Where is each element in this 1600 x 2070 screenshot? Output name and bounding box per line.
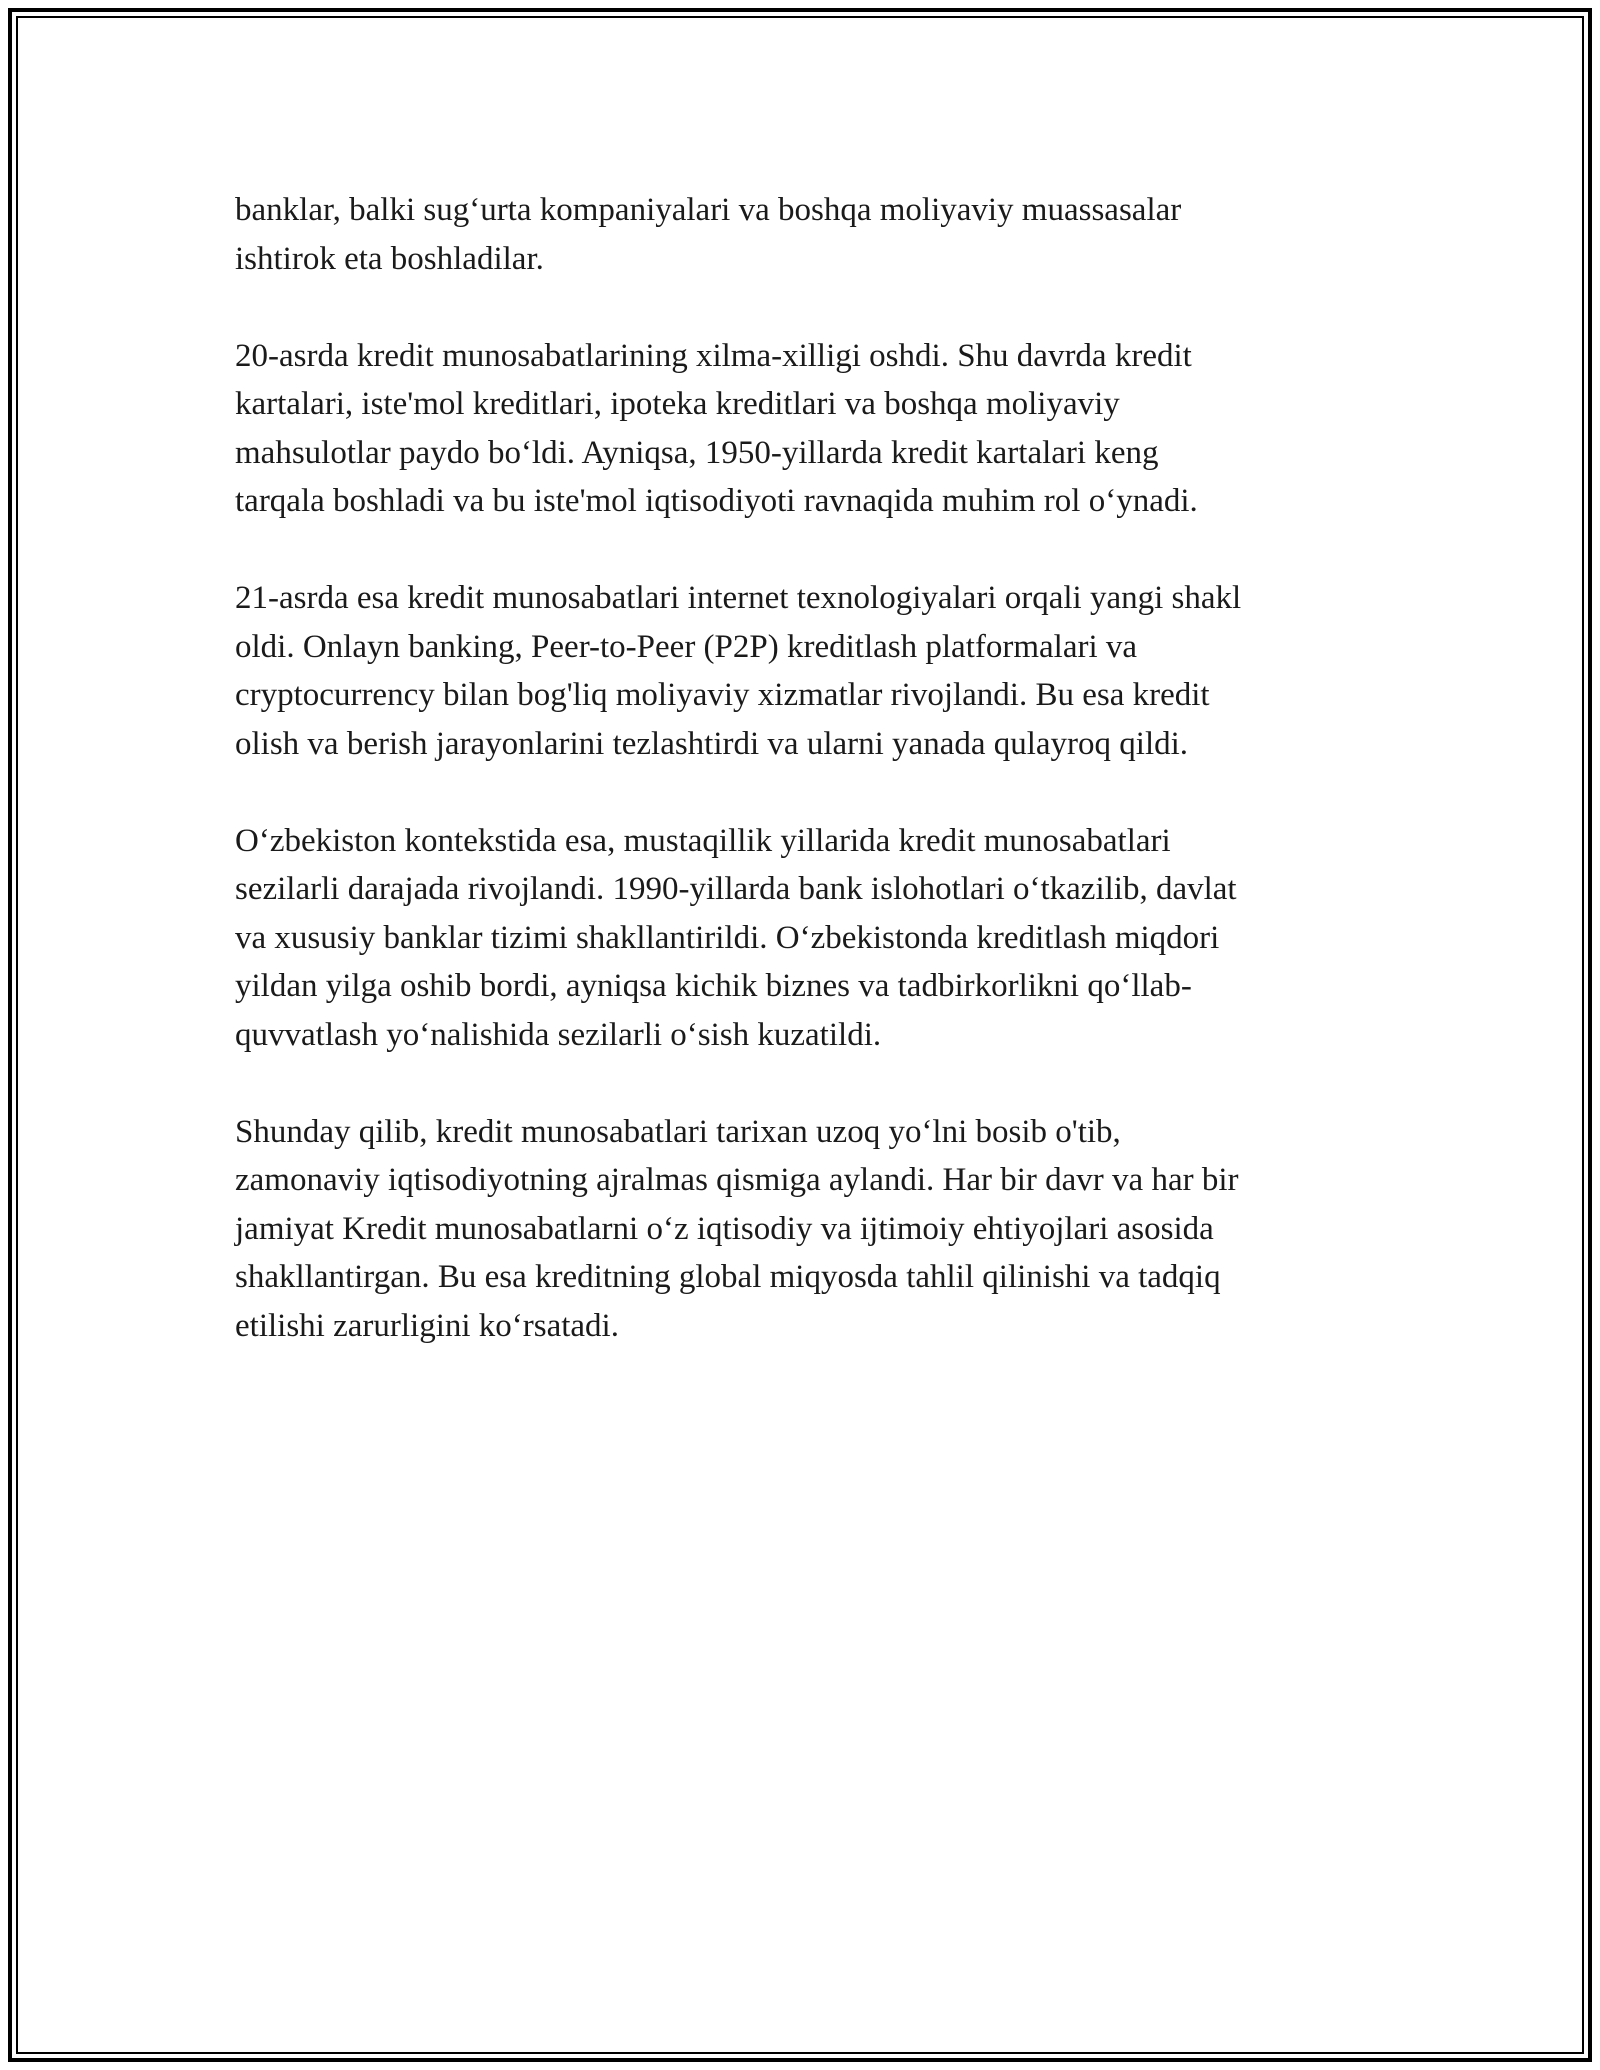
paragraph-5: Shunday qilib, kredit munosabatlari tarixan uzoq yo‘lni bosib o'tib, zamonaviy iqtisodiyotning ajralmas qismiga aylandi. Har bir davr va har bir jamiyat Kredit munosabatlarni o‘z iqtisodiy va ijtimoiy ehtiyojlari asosida shakllantirgan. Bu esa kreditning global miqyosda tahlil qilinishi va tadqiq etilishi zarurligini ko‘rsatadi. — [235, 1113, 1239, 1344]
paragraph-3: 21-asrda esa kredit munosabatlari internet texnologiyalari orqali yangi shakl oldi. Onlayn banking, Peer-to-Peer (P2P) kreditlash platformalari va cryptocurrency bilan bog'liq moliyaviy xizmatlar rivojlandi. Bu esa kredit olish va berish jarayonlarini tezlashtirdi va ularni yanada qulayroq qildi. — [235, 580, 1242, 762]
paragraph-4: O‘zbekiston kontekstida esa, mustaqillik yillarida kredit munosabatlari sezilarli darajada rivojlandi. 1990-yillarda bank islohotlari o‘tkazilib, davlat va xususiy banklar tizimi shakllantirildi. O‘zbekistonda kreditlash miqdori yildan yilga oshib bordi, ayniqsa kichik biznes va tadbirkorlikni qo‘llab- quvvatlash yo‘nalishida sezilarli o‘sish kuzatildi. — [235, 822, 1237, 1053]
document-body — [235, 186, 1360, 1399]
paragraph-1: banklar, balki sug‘urta kompaniyalari va boshqa moliyaviy muassasalar ishtirok eta boshladilar. — [235, 192, 1182, 277]
paragraph-2: 20-asrda kredit munosabatlarining xilma-xilligi oshdi. Shu davrda kredit kartalari, iste'mol kreditlari, ipoteka kreditlari va boshqa moliyaviy mahsulotlar paydo bo‘ldi. Ayniqsa, 1950-yillarda kredit kartalari keng tarqala boshladi va bu iste'mol iqtisodiyoti ravnaqida muhim rol o‘ynadi. — [235, 337, 1198, 519]
